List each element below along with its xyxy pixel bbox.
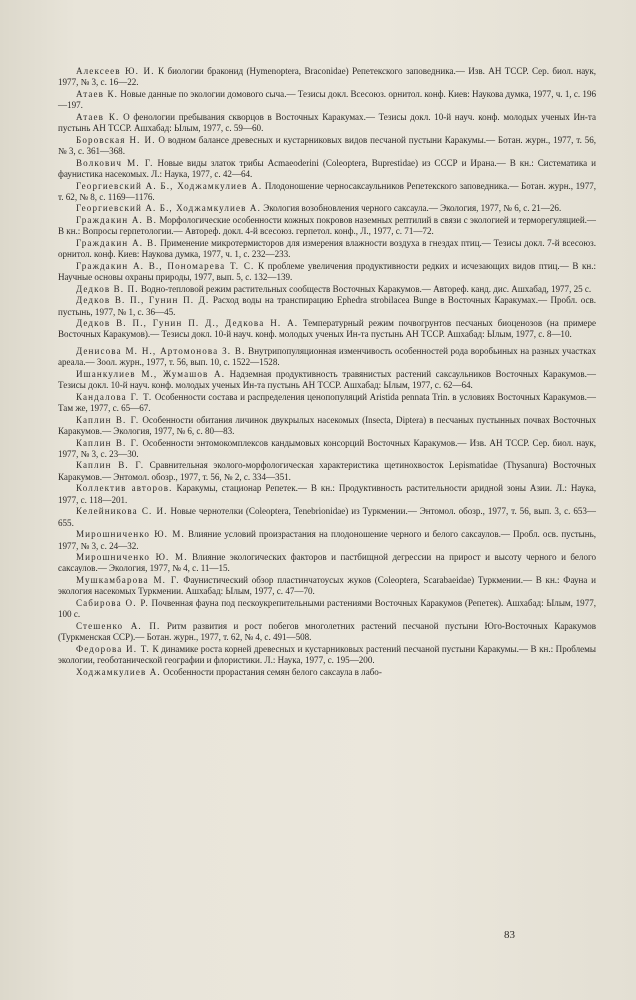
- entry-author: Георгиевский А. Б., Ходжамкулиев А.: [76, 203, 261, 214]
- bibliography-entry: [58, 369, 596, 392]
- entry-citation: Каракумы, стационар Репетек.— В кн.: Продуктивность растительности аридной зоны Азии. Л.: Наука, 1977, с. 118—201.: [58, 483, 596, 505]
- entry-citation: Особенности прорастания семян белого саксаула в лабо-: [160, 666, 382, 677]
- bibliography-entry: [58, 238, 596, 261]
- entry-citation: Надземная продуктивность травянистых растений саксаульников Восточных Каракумов.— Тезисы докл. 10-й науч. конф. молодых ученых Ин-та пустынь АН ТССР. Ашхабад: Ылым, 1977, с. 62—64.: [58, 368, 596, 391]
- entry-citation: Экология возобновления черного саксаула.— Экология, 1977, № 6, с. 21—26.: [260, 203, 562, 214]
- bibliography-entry: [58, 284, 596, 295]
- bibliography-entry: [58, 158, 596, 181]
- bibliography-entry: [58, 575, 596, 598]
- entry-citation: Сравнительная эколого-морфологическая характеристика щетинохвосток Lepismatidae (Thysanura) Восточных Каракумов.— Энтомол. обозр., 1977, т. 56, № 2, с. 334—351.: [58, 460, 596, 482]
- entry-citation: Особенности энтомокомплексов кандымовых консорций Восточных Каракумов.— Изв. АН ТССР. Сер. биол. наук, 1977, № 3, с. 23—30.: [58, 437, 596, 459]
- bibliography-entry: [58, 203, 596, 214]
- entry-author: Кандалова Г. Т.: [76, 391, 153, 402]
- entry-author: Каплин В. Г.: [76, 414, 140, 425]
- bibliography-entry: [58, 112, 596, 135]
- bibliography-entry: [58, 66, 596, 89]
- entry-author: Ишанкулиев М., Жумашов А.: [76, 368, 226, 379]
- entry-author: Ходжамкулиев А.: [76, 666, 161, 677]
- bibliography-entry: [58, 552, 596, 575]
- bibliography-entry: [58, 415, 596, 438]
- bibliography-entry: [58, 460, 596, 483]
- page-number: 83: [504, 929, 515, 941]
- bibliography-entry: [58, 295, 596, 318]
- entry-citation: Влияние условий произрастания на плодоношение черного и белого саксаулов.— Пробл. осв. пустынь, 1977, № 3, с. 24—32.: [58, 529, 596, 551]
- entry-citation: Особенности состава и распределения ценопопуляций Aristida pennata Trin. в условиях Восточных Каракумов.— Там же, 1977, с. 65—67.: [58, 391, 596, 414]
- bibliography-entry: [58, 483, 596, 506]
- entry-citation: Новые данные по экологии домового сыча.— Тезисы докл. Всесоюз. орнитол. конф. Киев: Наукова думка, 1977, ч. 1, с. 196—197.: [58, 88, 596, 111]
- entry-citation: К проблеме увеличения продуктивности редких и исчезающих видов птиц.— В кн.: Научные основы охраны природы, 1977, вып. 5, с. 132—139.: [58, 260, 596, 283]
- bibliography-list: [58, 66, 596, 678]
- entry-citation: Особенности обитания личинок двукрылых насекомых (Insecta, Diptera) в песчаных пустынных почвах Восточных Каракумов.— Экология, 1977, № 6, с. 80—83.: [58, 414, 596, 437]
- entry-author: Федорова И. Т.: [76, 643, 150, 654]
- bibliography-entry: [58, 346, 596, 369]
- entry-citation: Почвенная фауна под пескоукрепительными растениями Восточных Каракумов (Репетек). Ашхабад: Ылым, 1977, 100 с.: [58, 597, 596, 620]
- entry-author: Каплин В. Г.: [76, 437, 140, 448]
- bibliography-entry: [58, 529, 596, 552]
- bibliography-entry: [58, 438, 596, 461]
- bibliography-entry: [58, 261, 596, 284]
- entry-author: Атаев К.: [76, 111, 120, 122]
- entry-author: Келейникова С. И.: [76, 506, 168, 517]
- entry-author: Каплин В. Г.: [76, 460, 145, 471]
- bibliography-entry: [58, 89, 596, 112]
- entry-citation: Температурный режим почвогрунтов песчаных биоценозов (на примере Восточных Каракумов).— Тезисы докл. 10-й науч. конф. молодых ученых Ин-та пустынь АН ТССР. Ашхабад: Ылым, 1977, с. 8—10.: [58, 317, 596, 340]
- bibliography-entry: [58, 135, 596, 158]
- entry-citation: Внутрипопуляционная изменчивость особенностей рода воробьиных на разных участках ареала.— Зоол. журн., 1977, т. 56, вып. 10, с. 1522—1528.: [58, 345, 596, 368]
- bibliography-entry: [58, 392, 596, 415]
- entry-author: Дедков В. П.: [76, 283, 139, 294]
- entry-citation: Ритм развития и рост побегов многолетних растений песчаной пустыни Юго-Восточных Каракумов (Туркменская ССР).— Ботан. журн., 1977, т. 62, № 4, с. 491—508.: [58, 620, 596, 643]
- entry-citation: О фенологии пребывания скворцов в Восточных Каракумах.— Тезисы докл. 10-й науч. конф. молодых ученых Ин-та пустынь АН ТССР. Ашхабад: Ылым, 1977, с. 59—60.: [58, 111, 596, 134]
- entry-citation: Плодоношение черносаксаульников Репетекского заповедника.— Ботан. журн., 1977, т. 62, № 8, с. 1169—1176.: [58, 180, 597, 202]
- entry-author: Мушкамбарова М. Г.: [76, 574, 180, 585]
- entry-citation: Расход воды на транспирацию Ephedra strobilacea Bunge в Восточных Каракумах.— Пробл. осв. пустынь, 1977, № 1, с. 36—45.: [58, 295, 596, 317]
- bibliography-entry: [58, 598, 596, 621]
- entry-author: Алексеев Ю. И.: [76, 66, 155, 76]
- entry-author: Граждакин А. В.: [76, 214, 157, 225]
- entry-citation: О водном балансе древесных и кустарниковых видов песчаной пустыни Каракумы.— Ботан. журн., 1977, т. 56, № 3, с. 361—368.: [58, 134, 596, 157]
- entry-author: Сабирова О. Р.: [76, 597, 149, 608]
- bibliography-entry: [58, 621, 596, 644]
- entry-citation: К динамике роста корней древесных и кустарниковых растений песчаной пустыни Каракумы.— В кн.: Проблемы экологии, геоботанической географии и флористики. Л.: Наука, 1977, с. 195—200.: [58, 643, 596, 666]
- entry-author: Волкович М. Г.: [76, 157, 154, 168]
- entry-citation: Морфологические особенности кожных покровов наземных рептилий в связи с экологией и терморегуляцией.— В кн.: Вопросы герпетологии.— Автореф. докл. 4-й всесоюз. герпетол. конф., Л., 1977, с. 71—72.: [58, 214, 597, 237]
- bibliography-entry: [58, 644, 596, 667]
- bibliography-entry: [58, 318, 596, 341]
- entry-author: Граждакин А. В.: [76, 237, 158, 248]
- bibliography-entry: [58, 506, 596, 529]
- entry-author: Атаев К.: [76, 88, 118, 99]
- entry-citation: Новые виды златок трибы Acmaeoderini (Coleoptera, Buprestidae) из СССР и Ирана.— В кн.: Систематика и фаунистика насекомых. Л.: Наука, 1977, с. 42—64.: [58, 157, 596, 180]
- entry-citation: Фаунистический обзор пластинчатоусых жуков (Coleoptera, Scarabaeidae) Туркмении.— В кн.: Фауна и экология насекомых Туркмении. Ашхабад: Ылым, 1977, с. 47—70.: [58, 574, 596, 597]
- entry-author: Дедков В. П., Гунин П. Д.: [76, 295, 210, 306]
- entry-author: Мирошниченко Ю. М.: [76, 552, 188, 563]
- entry-citation: Водно-тепловой режим растительных сообществ Восточных Каракумов.— Автореф. канд. дис. Ашхабад, 1977, 25 с.: [138, 283, 592, 294]
- entry-author: Граждакин А. В., Пономарева Т. С.: [76, 260, 255, 271]
- entry-citation: Влияние экологических факторов и пастбищной дегрессии на прирост и высоту черного и белого саксаулов.— Экология, 1977, № 4, с. 11—15.: [58, 552, 596, 574]
- bibliography-entry: [58, 215, 596, 238]
- entry-citation: Применение микротермисторов для измерения влажности воздуха в гнездах птиц.— Тезисы докл. 7-й всесоюз. орнитол. конф. Киев: Наукова думка, 1977, ч. 1, с. 232—233.: [58, 237, 596, 260]
- entry-author: Мирошниченко Ю. М.: [76, 529, 185, 540]
- entry-author: Боровская Н. И.: [76, 134, 156, 145]
- bibliography-entry: [58, 667, 596, 678]
- entry-author: Георгиевский А. Б., Ходжамкулиев А.: [76, 180, 263, 191]
- entry-author: Денисова М. Н., Артомонова З. В.: [76, 345, 246, 356]
- entry-author: Коллектив авторов.: [76, 483, 173, 494]
- entry-author: Стешенко А. П.: [76, 620, 161, 631]
- entry-citation: Новые чернотелки (Coleoptera, Tenebrionidae) из Туркмении.— Энтомол. обозр., 1977, т. 56, вып. 3, с. 653—655.: [58, 506, 596, 528]
- entry-author: Дедков В. П., Гунин П. Д., Дедкова Н. А.: [76, 317, 299, 328]
- entry-citation: К биологии браконид (Hymenoptera, Braconidae) Репетекского заповедника.— Изв. АН ТССР. Сер. биол. наук, 1977, № 3, с. 16—22.: [58, 66, 596, 88]
- bibliography-entry: [58, 181, 596, 204]
